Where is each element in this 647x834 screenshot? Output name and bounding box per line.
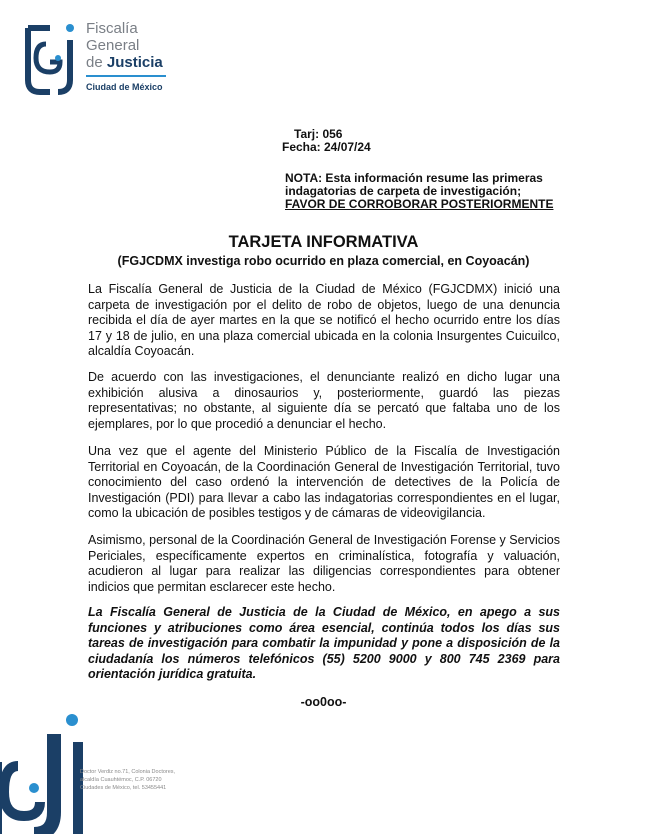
paragraph: De acuerdo con las investigaciones, el denunciante realizó en dicho lugar una exhibición alusiva a dinosaurios y, posteriormente, guardó las piezas representativas; no obstante, al siguiente día se percató que faltaba uno de los ejemplares, por lo que procedió a denunciar el hecho. bbox=[88, 370, 560, 431]
end-mark: -oo0oo- bbox=[300, 695, 347, 709]
nota-block bbox=[285, 172, 560, 211]
logo-line-2: General bbox=[86, 37, 140, 54]
logo-line-3: de Justicia bbox=[86, 54, 163, 71]
nota-text: NOTA: Esta información resume las primeras indagatorias de carpeta de investigación; bbox=[285, 171, 543, 198]
document-meta bbox=[282, 128, 371, 154]
logo-line-4: Ciudad de México bbox=[86, 75, 166, 96]
paragraph: La Fiscalía General de Justicia de la Ciudad de México (FGJCDMX) inició una carpeta de investigación por el delito de robo de objetos, luego de una denuncia recibida el día de ayer martes en la que se notificó el hecho ocurrido entre los días 17 y 18 de julio, en una plaza comercial ubicada en la colonia Insurgentes Cuicuilco, alcaldía Coyoacán. bbox=[88, 282, 560, 358]
paragraph: Asimismo, personal de la Coordinación General de Investigación Forense y Servicios Periciales, específicamente expertos en criminalística, fotografía y valuación, acudieron al lugar para realizar las diligencias correspondientes para obtener indicios que permitan esclarecer este hecho. bbox=[88, 533, 560, 594]
document-subtitle: (FGJCDMX investiga robo ocurrido en plaza comercial, en Coyoacán) bbox=[117, 254, 530, 268]
footer-address: Doctor Verdiz no.71, Colonia Doctores, alcaldía Cuauhtémoc, C.P. 06720 Ciudades de México, tel. 53455441 bbox=[80, 769, 176, 791]
logo-wordmark bbox=[86, 20, 166, 96]
paragraph: Una vez que el agente del Ministerio Público de la Fiscalía de Investigación Territorial en Coyoacán, de la Coordinación General de Investigación Territorial, tuvo conocimiento del caso ordenó la intervención de detectives de la Policía de Investigación (PDI) para llevar a cabo las indagatorias correspondientes en el lugar, como la ubicación de posibles testigos y de cámaras de videovigilancia. bbox=[88, 444, 560, 520]
tarj-number: Tarj: 056 bbox=[294, 127, 343, 141]
document-date: Fecha: 24/07/24 bbox=[282, 140, 371, 154]
nota-underlined: FAVOR DE CORROBORAR POSTERIORMENTE bbox=[285, 197, 554, 211]
logo-line-1: Fiscalía bbox=[86, 20, 138, 37]
closing-statement: La Fiscalía General de Justicia de la Ciudad de México, en apego a sus funciones y atribuciones como área esencial, continúa todos los días sus tareas de investigación para combatir la impunidad y pone a disposición de la ciudadanía los números telefónicos (55) 5200 9000 y 800 745 2369 para orientación jurídica gratuita. bbox=[88, 605, 560, 681]
document-title: TARJETA INFORMATIVA bbox=[228, 233, 419, 251]
